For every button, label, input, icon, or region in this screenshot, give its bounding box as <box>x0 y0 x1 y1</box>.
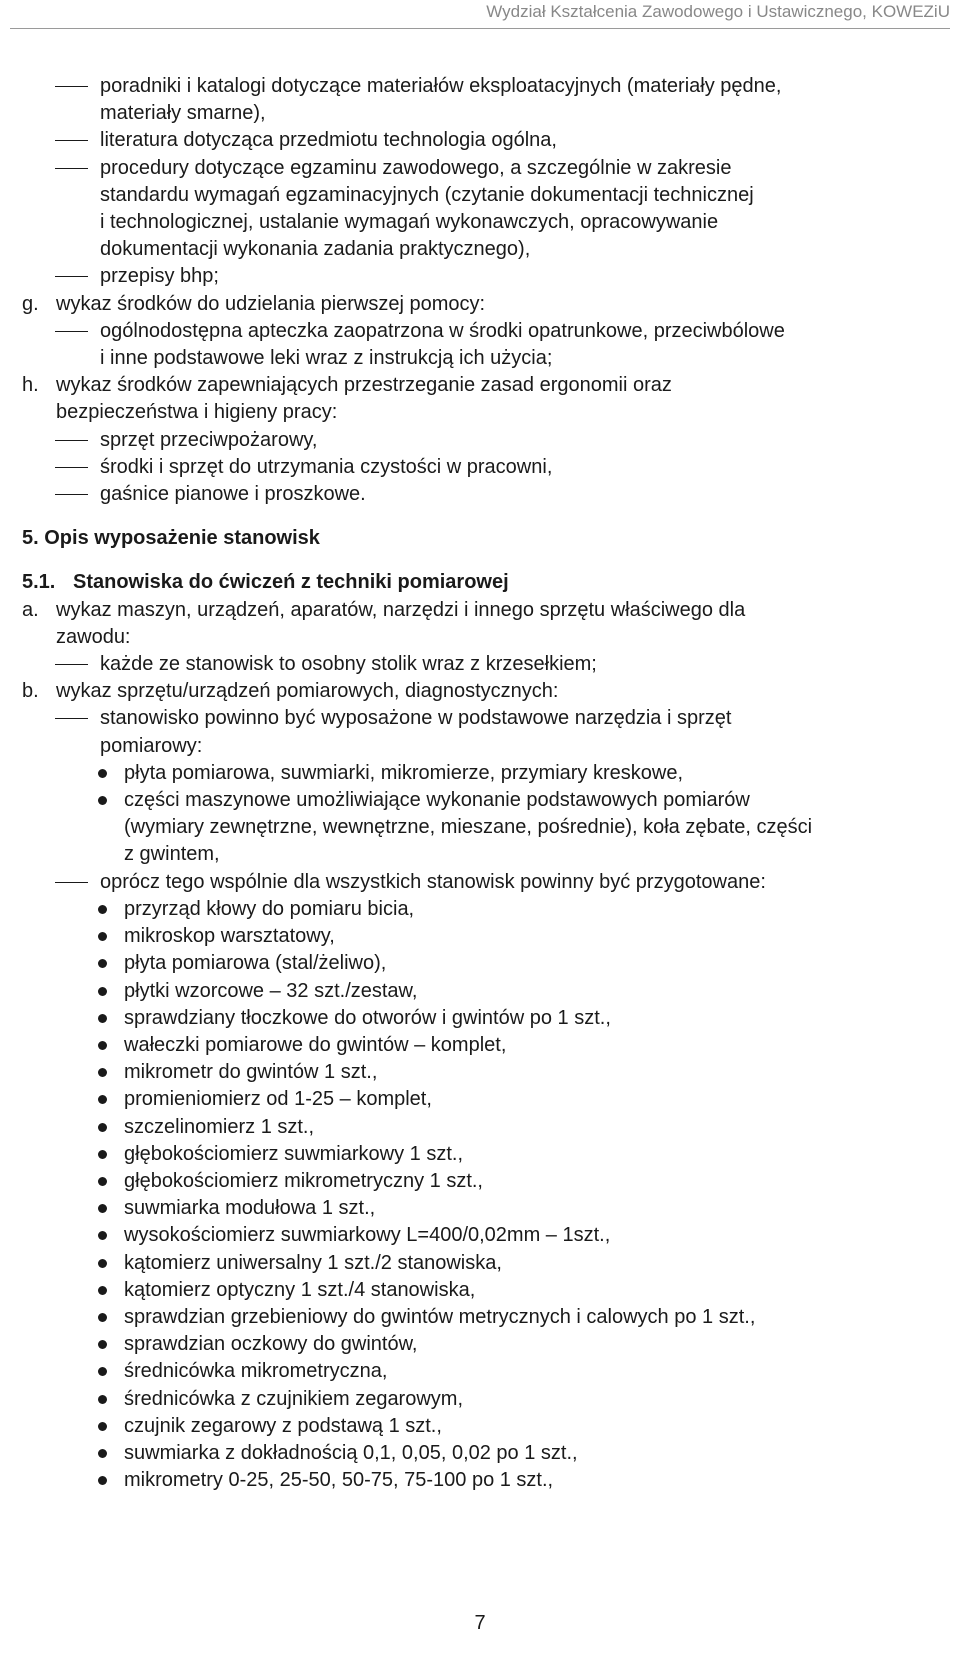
bullet-item-text: kątomierz optyczny 1 szt./4 stanowiska, <box>124 1278 476 1301</box>
bullet-item-text: płyta pomiarowa (stal/żeliwo), <box>124 952 387 975</box>
bullet-item-text: głębokościomierz suwmiarkowy 1 szt., <box>124 1142 463 1165</box>
section-g <box>22 291 942 318</box>
bullet-marker <box>98 1123 107 1132</box>
bullet-marker <box>98 1068 107 1077</box>
bullet-item <box>22 1358 942 1385</box>
list-item-continuation <box>22 100 942 127</box>
bullet-item-text: sprawdzian grzebieniowy do gwintów metrycznych i calowych po 1 szt., <box>124 1305 756 1328</box>
dash-marker <box>55 882 88 883</box>
dash-marker <box>55 467 88 468</box>
bullet-marker <box>98 1313 107 1322</box>
section-text: wykaz środków zapewniających przestrzeganie zasad ergonomii oraz <box>56 374 672 397</box>
bullet-item <box>22 950 942 977</box>
list-item-text: przepisy bhp; <box>100 265 219 288</box>
bullet-item-text: przyrząd kłowy do pomiaru bicia, <box>124 897 415 920</box>
list-letter: g. <box>22 292 39 315</box>
list-item-text: procedury dotyczące egzaminu zawodowego, a szczególnie w zakresie <box>100 156 732 179</box>
list-item <box>22 705 942 732</box>
section-text: wykaz maszyn, urządzeń, aparatów, narzędzi i innego sprzętu właściwego dla <box>56 598 746 621</box>
list-item-text: każde ze stanowisk to osobny stolik wraz z krzesełkiem; <box>100 653 597 676</box>
bullet-item-text: średnicówka z czujnikiem zegarowym, <box>124 1387 464 1410</box>
bullet-item <box>22 978 942 1005</box>
bullet-item <box>22 1304 942 1331</box>
bullet-item-text: części maszynowe umożliwiające wykonanie podstawowych pomiarów <box>124 789 750 812</box>
bullet-marker <box>98 1095 107 1104</box>
bullet-marker <box>98 1014 107 1023</box>
list-item <box>22 481 942 508</box>
bullet-marker <box>98 1041 107 1050</box>
section-text: wykaz sprzętu/urządzeń pomiarowych, diagnostycznych: <box>56 680 559 703</box>
bullet-item-text: mikrometry 0-25, 25-50, 50-75, 75-100 po 1 szt., <box>124 1469 554 1492</box>
list-item-text: i inne podstawowe leki wraz z instrukcją ich użycia; <box>100 347 553 370</box>
bullet-item <box>22 1059 942 1086</box>
list-letter: b. <box>22 680 39 703</box>
bullet-item-text: szczelinomierz 1 szt., <box>124 1115 315 1138</box>
bullet-item <box>22 1168 942 1195</box>
heading-number: 5.1. <box>22 571 56 594</box>
list-item-text: oprócz tego wspólnie dla wszystkich stanowisk powinny być przygotowane: <box>100 870 766 893</box>
bullet-item-text: sprawdziany tłoczkowe do otworów i gwintów po 1 szt., <box>124 1006 611 1029</box>
section-text: bezpieczeństwa i higieny pracy: <box>56 401 338 424</box>
bullet-item <box>22 760 942 787</box>
bullet-item <box>22 787 942 814</box>
section-text-continuation <box>22 624 942 651</box>
bullet-marker <box>98 1340 107 1349</box>
bullet-marker <box>98 1177 107 1186</box>
bullet-item <box>22 1277 942 1304</box>
list-item-continuation <box>22 182 942 209</box>
bullet-marker <box>98 1259 107 1268</box>
bullet-marker <box>98 1286 107 1295</box>
list-item-text: poradniki i katalogi dotyczące materiałów eksploatacyjnych (materiały pędne, <box>100 75 782 97</box>
list-item <box>22 73 942 100</box>
list-letter: h. <box>22 374 39 397</box>
bullet-item <box>22 1331 942 1358</box>
bullet-marker <box>98 905 107 914</box>
bullet-item-text: suwmiarka modułowa 1 szt., <box>124 1197 376 1220</box>
section-text: zawodu: <box>56 625 131 648</box>
dash-marker <box>55 140 88 141</box>
bullet-item <box>22 1440 942 1467</box>
header-rule <box>10 28 950 29</box>
running-header: Wydział Kształcenia Zawodowego i Ustawicznego, KOWEZiU <box>486 2 950 21</box>
heading-title: Opis wyposażenie stanowisk <box>44 527 320 550</box>
bullet-marker <box>98 1231 107 1240</box>
list-item-text: stanowisko powinno być wyposażone w podstawowe narzędzia i sprzęt <box>100 707 732 730</box>
bullet-item-text: kątomierz uniwersalny 1 szt./2 stanowiska, <box>124 1251 502 1274</box>
bullet-item <box>22 1114 942 1141</box>
list-item-continuation <box>22 236 942 263</box>
bullet-marker <box>98 1150 107 1159</box>
bullet-item <box>22 1141 942 1168</box>
dash-marker <box>55 276 88 277</box>
bullet-item <box>22 1195 942 1222</box>
heading-title: Stanowiska do ćwiczeń z techniki pomiarowej <box>73 571 509 594</box>
bullet-item-text: (wymiary zewnętrzne, wewnętrzne, mieszane, pośrednie), koła zębate, części <box>124 816 813 839</box>
dash-marker <box>55 86 88 87</box>
bullet-item <box>22 1032 942 1059</box>
bullet-marker <box>98 987 107 996</box>
section-heading-5-1 <box>22 569 942 596</box>
list-item-text: literatura dotycząca przedmiotu technologia ogólna, <box>100 129 557 152</box>
equipment-list <box>22 896 942 1494</box>
bullet-marker <box>98 932 107 941</box>
dash-marker <box>55 718 88 719</box>
list-item-text: sprzęt przeciwpożarowy, <box>100 428 318 451</box>
dash-marker <box>55 168 88 169</box>
list-item-text: standardu wymagań egzaminacyjnych (czytanie dokumentacji technicznej <box>100 183 754 206</box>
list-item-continuation <box>22 209 942 236</box>
list-item <box>22 127 942 154</box>
dash-marker <box>55 440 88 441</box>
list-item-continuation <box>22 345 942 372</box>
bullet-marker <box>98 1449 107 1458</box>
list-item-text: i technologicznej, ustalanie wymagań wykonawczych, opracowywanie <box>100 211 719 234</box>
document-body <box>22 73 942 1494</box>
list-item-text: materiały smarne), <box>100 102 266 125</box>
bullet-item-text: suwmiarka z dokładnością 0,1, 0,05, 0,02 po 1 szt., <box>124 1441 578 1464</box>
bullet-marker <box>98 1476 107 1485</box>
list-item <box>22 651 942 678</box>
bullet-item-text: promieniomierz od 1-25 – komplet, <box>124 1088 432 1111</box>
bullet-item <box>22 1086 942 1113</box>
bullet-item <box>22 1005 942 1032</box>
bullet-item-text: mikrometr do gwintów 1 szt., <box>124 1061 378 1084</box>
section-text-continuation <box>22 399 942 426</box>
bullet-marker <box>98 959 107 968</box>
bullet-item-continuation <box>22 814 942 841</box>
section-h <box>22 372 942 399</box>
bullet-marker <box>98 796 107 805</box>
section-heading-5 <box>22 525 942 552</box>
list-item-text: dokumentacji wykonania zadania praktycznego), <box>100 238 531 261</box>
list-item <box>22 427 942 454</box>
page-number: 7 <box>474 1612 486 1634</box>
dash-marker <box>55 664 88 665</box>
bullet-marker <box>98 1395 107 1404</box>
dash-marker <box>55 331 88 332</box>
list-letter: a. <box>22 598 39 621</box>
bullet-item-continuation <box>22 841 942 868</box>
list-item <box>22 318 942 345</box>
list-item-text: ogólnodostępna apteczka zaopatrzona w środki opatrunkowe, przeciwbólowe <box>100 319 785 342</box>
bullet-item-text: czujnik zegarowy z podstawą 1 szt., <box>124 1414 442 1437</box>
bullet-item <box>22 1222 942 1249</box>
bullet-item-text: płytki wzorcowe – 32 szt./zestaw, <box>124 979 418 1002</box>
bullet-marker <box>98 1367 107 1376</box>
bullet-marker <box>98 1422 107 1431</box>
bullet-item <box>22 1467 942 1494</box>
list-item-text: pomiarowy: <box>100 734 203 757</box>
bullet-item <box>22 896 942 923</box>
list-item <box>22 155 942 182</box>
bullet-item <box>22 1386 942 1413</box>
section-b <box>22 678 942 705</box>
bullet-item-text: głębokościomierz mikrometryczny 1 szt., <box>124 1169 483 1192</box>
bullet-item-text: z gwintem, <box>124 843 220 866</box>
bullet-item <box>22 1250 942 1277</box>
bullet-item-text: sprawdzian oczkowy do gwintów, <box>124 1333 418 1356</box>
dash-marker <box>55 494 88 495</box>
bullet-marker <box>98 769 107 778</box>
list-item-text: środki i sprzęt do utrzymania czystości w pracowni, <box>100 455 553 478</box>
list-item <box>22 454 942 481</box>
heading-number: 5. <box>22 527 39 550</box>
bullet-item-text: wałeczki pomiarowe do gwintów – komplet, <box>124 1033 507 1056</box>
bullet-item <box>22 1413 942 1440</box>
bullet-item-text: mikroskop warsztatowy, <box>124 925 335 948</box>
list-item-continuation <box>22 733 942 760</box>
bullet-item-text: płyta pomiarowa, suwmiarki, mikromierze, przymiary kreskowe, <box>124 761 684 784</box>
bullet-marker <box>98 1204 107 1213</box>
bullet-item-text: średnicówka mikrometryczna, <box>124 1360 388 1383</box>
section-text: wykaz środków do udzielania pierwszej pomocy: <box>56 292 486 315</box>
bullet-item <box>22 923 942 950</box>
list-item-text: gaśnice pianowe i proszkowe. <box>100 483 366 506</box>
section-a <box>22 597 942 624</box>
list-item <box>22 869 942 896</box>
list-item <box>22 263 942 290</box>
bullet-item-text: wysokościomierz suwmiarkowy L=400/0,02mm – 1szt., <box>124 1224 611 1247</box>
